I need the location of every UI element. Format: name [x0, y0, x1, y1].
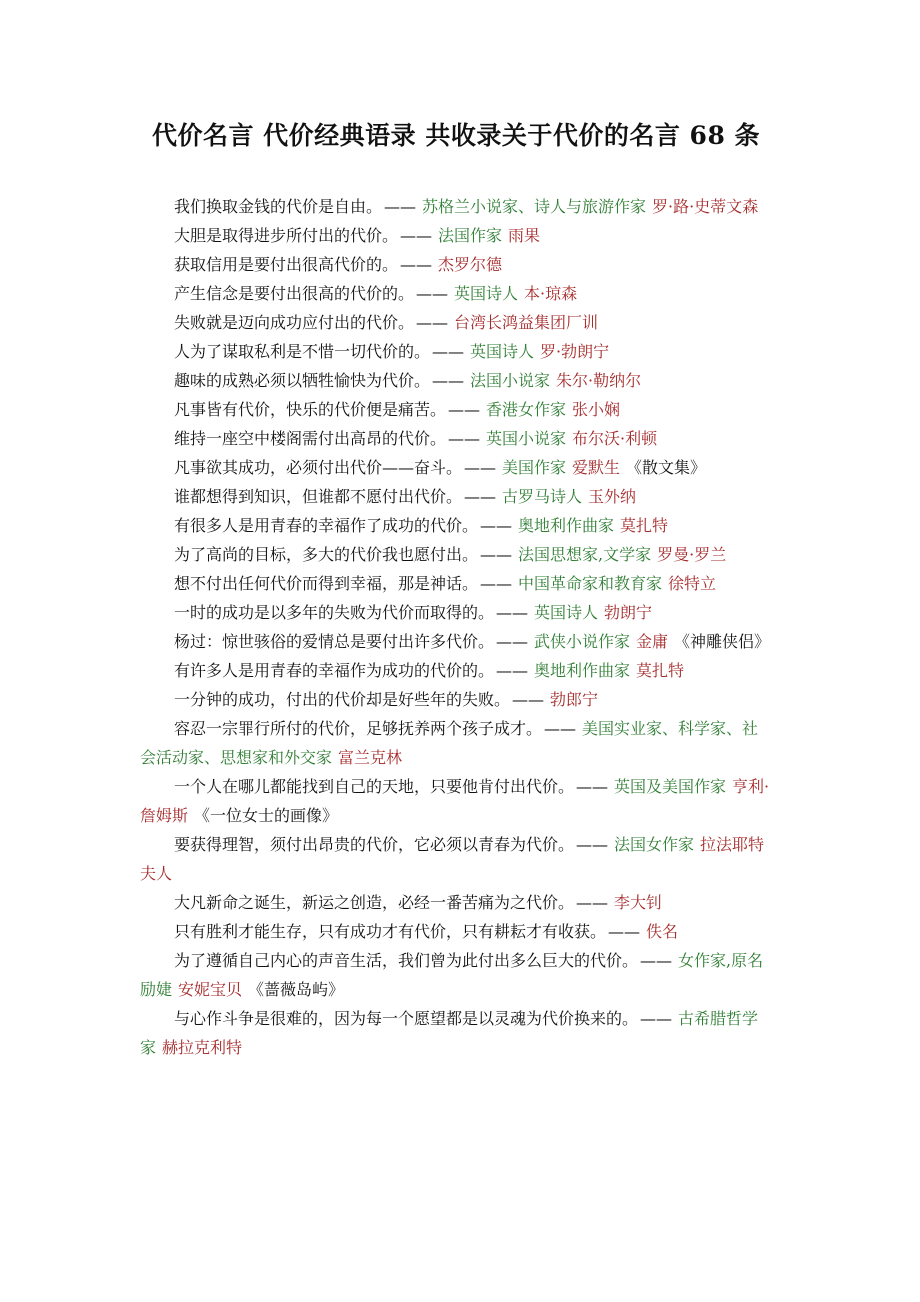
quote-item: [140, 627, 772, 656]
quote-item: [140, 250, 772, 279]
quote-item: [140, 685, 772, 714]
quote-author-name: 杰罗尔德: [438, 255, 503, 274]
quote-dash: ——: [576, 893, 609, 912]
quote-text: 失败就是迈向成功应付出的代价。: [174, 313, 415, 332]
quote-author-desc: 英国小说家: [486, 429, 567, 448]
quote-author-name: 勃朗宁: [604, 603, 653, 622]
quote-author-desc: 英国诗人: [534, 603, 599, 622]
quote-text: 一分钟的成功，付出的代价却是好些年的失败。: [174, 690, 511, 709]
quote-author-desc: 美国作家: [502, 458, 567, 477]
quote-item: [140, 366, 772, 395]
quote-author-name: 罗曼·罗兰: [657, 545, 727, 564]
quote-item: [140, 337, 772, 366]
quote-dash: ——: [496, 632, 529, 651]
quote-text: 为了高尚的目标，多大的代价我也愿付出。: [174, 545, 479, 564]
quote-dash: ——: [576, 835, 609, 854]
quote-dash: ——: [480, 545, 513, 564]
quote-author-name: 李大钊: [614, 893, 663, 912]
quote-dash: ——: [416, 284, 449, 303]
quote-dash: ——: [512, 690, 545, 709]
quote-author-desc: 法国作家: [438, 226, 503, 245]
quote-author-name: 安妮宝贝: [178, 980, 243, 999]
quote-item: [140, 917, 772, 946]
quote-dash: ——: [576, 777, 609, 796]
quote-author-desc: 奥地利作曲家: [518, 516, 615, 535]
quote-text: 一时的成功是以多年的失败为代价而取得的。: [174, 603, 495, 622]
quote-author-name: 布尔沃·利顿: [572, 429, 658, 448]
quote-author-name: 佚名: [646, 922, 679, 941]
quote-text: 我们换取金钱的代价是自由。: [174, 197, 383, 216]
quote-text: 为了遵循自己内心的声音生活，我们曾为此付出多么巨大的代价。: [174, 951, 639, 970]
quote-text: 有很多人是用青春的幸福作了成功的代价。: [174, 516, 479, 535]
quote-item: [140, 1004, 772, 1062]
quote-author-desc: 香港女作家: [486, 400, 567, 419]
quote-dash: ——: [480, 574, 513, 593]
quote-text: 只有胜利才能生存，只有成功才有代价，只有耕耘才有收获。: [174, 922, 607, 941]
quote-author-desc: 古希腊哲学家: [140, 1009, 759, 1057]
quote-dash: ——: [464, 458, 497, 477]
quote-item: [140, 453, 772, 482]
quote-dash: ——: [544, 719, 577, 738]
document-page: [140, 0, 772, 1062]
quote-author-name: 拉法耶特夫人: [140, 835, 765, 883]
quote-work: 《一位女士的画像》: [194, 806, 339, 825]
quote-item: [140, 540, 772, 569]
quote-author-desc: 法国思想家,文学家: [518, 545, 652, 564]
quote-text: 大胆是取得进步所付出的代价。: [174, 226, 399, 245]
quote-author-name: 赫拉克利特: [162, 1038, 243, 1057]
quote-author-name: 张小娴: [572, 400, 621, 419]
quote-text: 凡事欲其成功，必须付出代价——奋斗。: [174, 458, 463, 477]
quote-text: 与心作斗争是很难的，因为每一个愿望都是以灵魂为代价换来的。: [174, 1009, 639, 1028]
quote-dash: ——: [400, 226, 433, 245]
quote-author-desc: 奥地利作曲家: [534, 661, 631, 680]
quote-dash: ——: [464, 487, 497, 506]
quote-author-name: 徐特立: [668, 574, 717, 593]
quote-dash: ——: [432, 371, 465, 390]
quote-text: 维持一座空中楼阁需付出高昂的代价。: [174, 429, 447, 448]
quote-author-desc: 中国革命家和教育家: [518, 574, 663, 593]
quote-author-name: 朱尔·勒纳尔: [556, 371, 642, 390]
quote-item: [140, 308, 772, 337]
quote-dash: ——: [448, 400, 481, 419]
quote-item: [140, 772, 772, 830]
quote-author-desc: 法国小说家: [470, 371, 551, 390]
quote-dash: ——: [640, 1009, 673, 1028]
quote-text: 有许多人是用青春的幸福作为成功的代价的。: [174, 661, 495, 680]
quote-author-name: 亨利·詹姆斯: [140, 777, 770, 825]
quote-author-name: 罗·路·史蒂文森: [652, 197, 759, 216]
quote-item: [140, 569, 772, 598]
quote-text: 获取信用是要付出很高代价的。: [174, 255, 399, 274]
quote-author-name: 台湾长鸿益集团厂训: [454, 313, 599, 332]
quote-author-name: 富兰克林: [338, 748, 403, 767]
quote-item: [140, 656, 772, 685]
quote-text: 容忍一宗罪行所付的代价，足够抚养两个孩子成才。: [174, 719, 543, 738]
quote-author-desc: 武侠小说作家: [534, 632, 631, 651]
quote-author-name: 莫扎特: [636, 661, 685, 680]
quote-item: [140, 714, 772, 772]
quote-dash: ——: [400, 255, 433, 274]
quote-author-desc: 英国诗人: [470, 342, 535, 361]
quote-dash: ——: [640, 951, 673, 970]
quote-item: [140, 279, 772, 308]
quote-item: [140, 482, 772, 511]
quote-dash: ——: [480, 516, 513, 535]
quote-author-name: 雨果: [508, 226, 541, 245]
quote-work: 《神雕侠侣》: [674, 632, 771, 651]
quote-author-desc: 古罗马诗人: [502, 487, 583, 506]
quote-text: 产生信念是要付出很高的代价的。: [174, 284, 415, 303]
quote-dash: ——: [432, 342, 465, 361]
quote-item: [140, 888, 772, 917]
quote-text: 谁都想得到知识，但谁都不愿付出代价。: [174, 487, 463, 506]
quote-text: 人为了谋取私利是不惜一切代价的。: [174, 342, 431, 361]
quote-author-name: 玉外纳: [588, 487, 637, 506]
document-title: 代价名言 代价经典语录 共收录关于代价的名言 68 条: [151, 121, 761, 150]
quote-item: [140, 395, 772, 424]
quote-text: 杨过：惊世骇俗的爱情总是要付出许多代价。: [174, 632, 495, 651]
quote-text: 一个人在哪儿都能找到自己的天地，只要他肯付出代价。: [174, 777, 575, 796]
quote-dash: ——: [496, 603, 529, 622]
quote-author-name: 莫扎特: [620, 516, 669, 535]
quote-author-name: 本·琼森: [524, 284, 578, 303]
quote-text: 凡事皆有代价，快乐的代价便是痛苦。: [174, 400, 447, 419]
quote-author-desc: 英国及美国作家: [614, 777, 727, 796]
quote-work: 《蔷薇岛屿》: [248, 980, 345, 999]
quote-item: [140, 511, 772, 540]
quote-work: 《散文集》: [626, 458, 707, 477]
quote-item: [140, 830, 772, 888]
quote-item: [140, 424, 772, 453]
quote-dash: ——: [384, 197, 417, 216]
quote-item: [140, 946, 772, 1004]
quote-dash: ——: [496, 661, 529, 680]
quote-text: 想不付出任何代价而得到幸福，那是神话。: [174, 574, 479, 593]
quote-author-desc: 美国实业家、科学家、社会活动家、思想家和外交家: [140, 719, 759, 767]
quote-item: [140, 598, 772, 627]
quote-list: [140, 192, 772, 1062]
quote-dash: ——: [416, 313, 449, 332]
quote-dash: ——: [608, 922, 641, 941]
quote-text: 大凡新命之诞生，新运之创造，必经一番苦痛为之代价。: [174, 893, 575, 912]
quote-author-desc: 女作家,原名励婕: [140, 951, 764, 999]
quote-item: [140, 192, 772, 221]
quote-text: 趣味的成熟必须以牺牲愉快为代价。: [174, 371, 431, 390]
quote-author-desc: 法国女作家: [614, 835, 695, 854]
quote-author-desc: 英国诗人: [454, 284, 519, 303]
quote-author-name: 金庸: [636, 632, 669, 651]
quote-author-name: 罗·勃朗宁: [540, 342, 610, 361]
quote-item: [140, 221, 772, 250]
quote-text: 要获得理智，须付出昂贵的代价，它必须以青春为代价。: [174, 835, 575, 854]
quote-author-desc: 苏格兰小说家、诗人与旅游作家: [422, 197, 647, 216]
quote-author-name: 勃郎宁: [550, 690, 599, 709]
quote-dash: ——: [448, 429, 481, 448]
quote-author-name: 爱默生: [572, 458, 621, 477]
